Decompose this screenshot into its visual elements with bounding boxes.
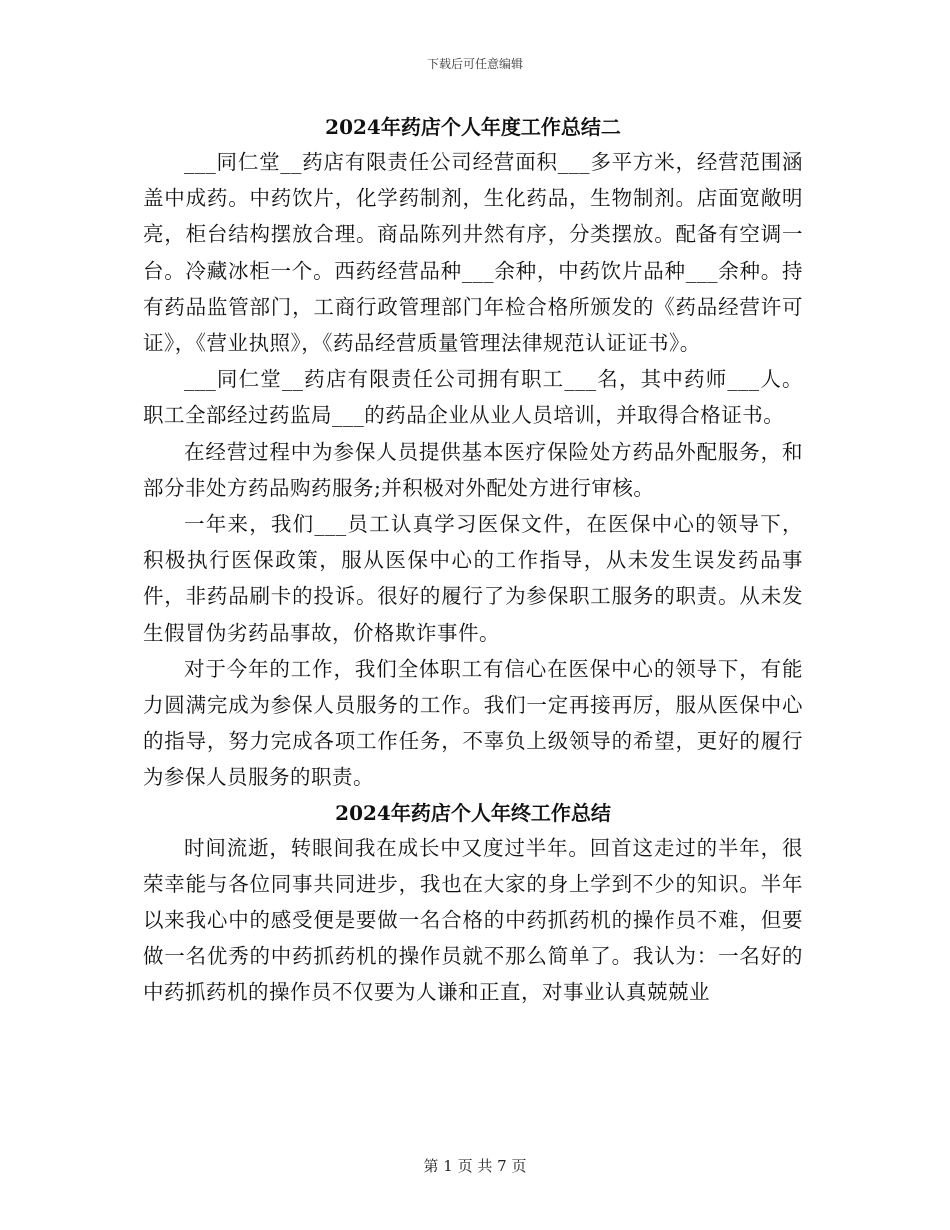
page-header: 下载后可任意编辑 [426,57,523,71]
section-title-2: 2024年药店个人年终工作总结 [335,800,611,825]
paragraph: 时间流逝，转眼间我在成长中又度过半年。回首这走过的半年，很荣幸能与各位同事共同进步，我也在大家的身上学到不少的知识。半年以来我心中的感受便是要做一名合格的中药抓药机的操作员不难，但要做一名优秀的中药抓药机的操作员就不那么简单了。我认为：一名好的中药抓药机的操作员不仅要为人谦和正直，对事业认真兢兢业 [143,835,803,1005]
paragraph: ___同仁堂__药店有限责任公司经营面积___多平方米，经营范围涵盖中成药。中药饮片，化学药制剂，生化药品，生物制剂。店面宽敞明亮，柜台结构摆放合理。商品陈列井然有序，分类摆放。配备有空调一台。冷藏冰柜一个。西药经营品种___余种，中药饮片品种___余种。持有药品监管部门，工商行政管理部门年检合格所颁发的《药品经营许可证》，《营业执照》，《药品经营质量管理法律规范认证证书》。 [143,150,803,356]
paragraph: ___同仁堂__药店有限责任公司拥有职工___名，其中药师___人。职工全部经过药监局___的药品企业从业人员培训，并取得合格证书。 [143,367,803,428]
paragraph: 一年来，我们___员工认真学习医保文件，在医保中心的领导下，积极执行医保政策，服从医保中心的工作指导，从未发生误发药品事件，非药品刷卡的投诉。很好的履行了为参保职工服务的职责。从未发生假冒伪劣药品事故，价格欺诈事件。 [143,512,803,645]
document-body [143,110,803,1011]
paragraph: 对于今年的工作，我们全体职工有信心在医保中心的领导下，有能力圆满完成为参保人员服务的工作。我们一定再接再厉，服从医保中心的指导，努力完成各项工作任务，不辜负上级领导的希望，更好的履行为参保人员服务的职责。 [143,656,803,790]
paragraph: 在经营过程中为参保人员提供基本医疗保险处方药品外配服务，和部分非处方药品购药服务;并积极对外配处方进行审核。 [143,439,803,500]
section-title-1: 2024年药店个人年度工作总结二 [325,115,621,139]
page-number: 第 1 页 共 7 页 [423,1157,527,1175]
